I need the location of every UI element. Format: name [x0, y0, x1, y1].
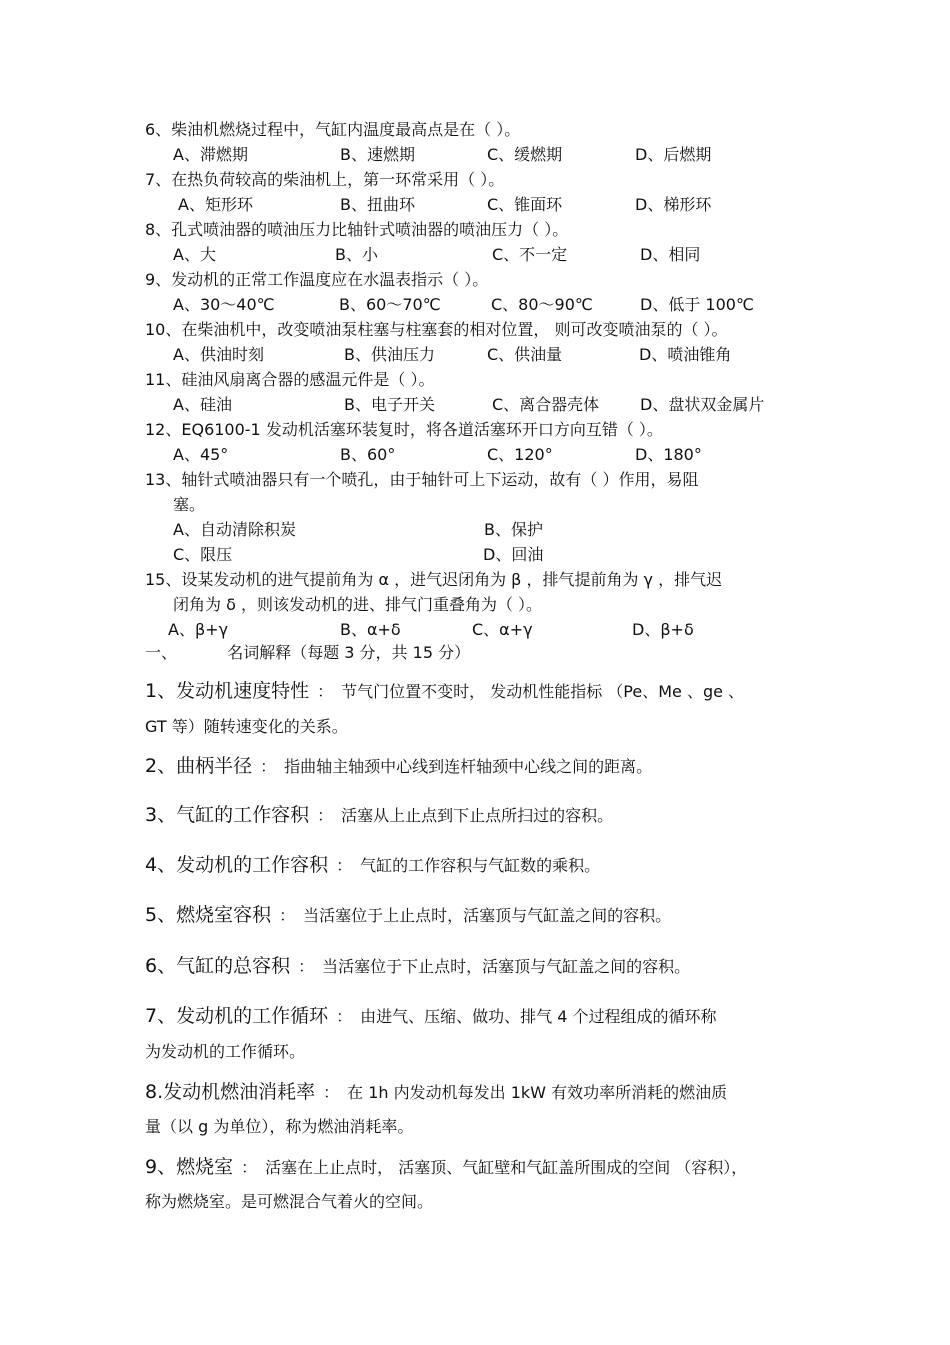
definition-separator: ： [336, 1007, 353, 1026]
option-c: C、离合器壳体 [492, 395, 600, 414]
option-a: A、硅油 [173, 395, 232, 414]
option-a: A、矩形环 [178, 195, 253, 214]
option-b: B、小 [335, 245, 378, 264]
definition-7 [145, 1006, 716, 1027]
definition-separator: ： [317, 682, 334, 701]
definition-term: 1、发动机速度特性 [145, 680, 310, 702]
option-d: D、梯形环 [635, 195, 712, 214]
option-a: A、自动清除积炭 [173, 520, 296, 539]
option-d: D、盘状双金属片 [640, 395, 765, 414]
question-13-stem-continued: 塞。 [173, 495, 206, 514]
option-d: D、低于 100℃ [640, 295, 754, 314]
option-b: B、60° [340, 445, 396, 464]
definition-separator: ： [260, 757, 277, 776]
option-c: C、α+γ [472, 620, 533, 639]
definition-2 [145, 756, 652, 777]
option-d: D、后燃期 [635, 145, 712, 164]
definition-term: 6、气缸的总容积 [145, 955, 291, 977]
question-6-stem: 6、柴油机燃烧过程中，气缸内温度最高点是在（ ）。 [145, 120, 521, 139]
definition-8 [145, 1082, 727, 1103]
option-d: D、相同 [640, 245, 701, 264]
option-b: B、α+δ [340, 620, 401, 639]
question-10-stem: 10、在柴油机中，改变喷油泵柱塞与柱塞套的相对位置， 则可改变喷油泵的（ ）。 [145, 320, 728, 339]
definition-text: 气缸的工作容积与气缸数的乘积。 [360, 856, 601, 875]
question-9-stem: 9、发动机的正常工作温度应在水温表指示（ ）。 [145, 270, 489, 289]
definition-3 [145, 805, 613, 826]
definition-text: 节气门位置不变时， 发动机性能指标 （Pe、Me 、ge 、 [341, 682, 745, 701]
section-heading [145, 643, 470, 663]
option-a: A、30～40℃ [173, 295, 275, 314]
option-b: B、电子开关 [344, 395, 435, 414]
definition-separator: ： [279, 906, 296, 925]
definition-separator: ： [298, 957, 315, 976]
option-b: B、60～70℃ [339, 295, 441, 314]
option-c: C、120° [487, 445, 553, 464]
question-7-stem: 7、在热负荷较高的柴油机上，第一环常采用（ ）。 [145, 170, 505, 189]
definition-4 [145, 855, 600, 876]
question-11-stem: 11、硅油风扇离合器的感温元件是（ ）。 [145, 370, 435, 389]
definition-text: 活塞在上止点时， 活塞顶、气缸壁和气缸盖所围成的空间 （容积）， [265, 1158, 748, 1177]
definition-term: 8.发动机燃油消耗率 [145, 1081, 316, 1103]
definition-separator: ： [241, 1158, 258, 1177]
question-13-stem: 13、轴针式喷油器只有一个喷孔，由于轴针可上下运动，故有（ ）作用，易阻 [145, 470, 699, 489]
option-d: D、回油 [483, 545, 544, 564]
option-a: A、45° [173, 445, 229, 464]
option-c: C、缓燃期 [487, 145, 563, 164]
question-15-stem-continued: 闭角为 δ ，则该发动机的进、排气门重叠角为（ ）。 [173, 595, 543, 614]
definition-1-continued: GT 等）随转速变化的关系。 [145, 717, 348, 736]
section-title: 名词解释（每题 3 分，共 15 分） [227, 643, 471, 662]
definition-text: 在 1h 内发动机每发出 1kW 有效功率所消耗的燃油质 [347, 1083, 728, 1102]
definition-9 [145, 1157, 747, 1178]
definition-6 [145, 956, 690, 977]
option-c: C、限压 [173, 545, 233, 564]
definition-8-continued: 量（以 g 为单位），称为燃油消耗率。 [145, 1117, 414, 1136]
definition-text: 当活塞位于上止点时，活塞顶与气缸盖之间的容积。 [303, 906, 672, 925]
option-c: C、锥面环 [487, 195, 563, 214]
definition-term: 7、发动机的工作循环 [145, 1005, 329, 1027]
definition-7-continued: 为发动机的工作循环。 [145, 1042, 306, 1061]
definition-term: 9、燃烧室 [145, 1156, 234, 1178]
definition-separator: ： [336, 856, 353, 875]
definition-text: 由进气、压缩、做功、排气 4 个过程组成的循环称 [360, 1007, 717, 1026]
option-b: B、扭曲环 [340, 195, 415, 214]
option-d: D、180° [635, 445, 702, 464]
option-b: B、保护 [484, 520, 543, 539]
definition-5 [145, 905, 671, 926]
option-c: C、80～90℃ [491, 295, 593, 314]
definition-separator: ： [323, 1083, 340, 1102]
definition-text: 当活塞位于下止点时，活塞顶与气缸盖之间的容积。 [322, 957, 691, 976]
option-a: A、滞燃期 [173, 145, 248, 164]
definition-term: 4、发动机的工作容积 [145, 854, 329, 876]
option-a: A、β+γ [168, 620, 229, 639]
option-d: D、β+δ [632, 620, 694, 639]
definition-1 [145, 681, 744, 702]
section-number: 一、 [145, 643, 178, 662]
definition-text: 指曲轴主轴颈中心线到连杆轴颈中心线之间的距离。 [284, 757, 653, 776]
definition-9-continued: 称为燃烧室。是可燃混合气着火的空间。 [145, 1192, 434, 1211]
definition-term: 3、气缸的工作容积 [145, 804, 310, 826]
option-a: A、大 [173, 245, 216, 264]
question-8-stem: 8、孔式喷油器的喷油压力比轴针式喷油器的喷油压力（ ）。 [145, 220, 569, 239]
definition-term: 5、燃烧室容积 [145, 904, 272, 926]
definition-text: 活塞从上止点到下止点所扫过的容积。 [341, 806, 614, 825]
option-b: B、速燃期 [340, 145, 415, 164]
option-c: C、不一定 [492, 245, 568, 264]
question-12-stem: 12、EQ6100-1 发动机活塞环装复时，将各道活塞环开口方向互错（ ）。 [145, 420, 663, 439]
option-b: B、供油压力 [344, 345, 435, 364]
option-c: C、供油量 [487, 345, 563, 364]
question-15-stem: 15、设某发动机的进气提前角为 α ，进气迟闭角为 β ，排气提前角为 γ ，排气迟 [145, 570, 723, 589]
option-a: A、供油时刻 [173, 345, 264, 364]
definition-separator: ： [317, 806, 334, 825]
option-d: D、喷油锥角 [639, 345, 732, 364]
definition-term: 2、曲柄半径 [145, 755, 253, 777]
